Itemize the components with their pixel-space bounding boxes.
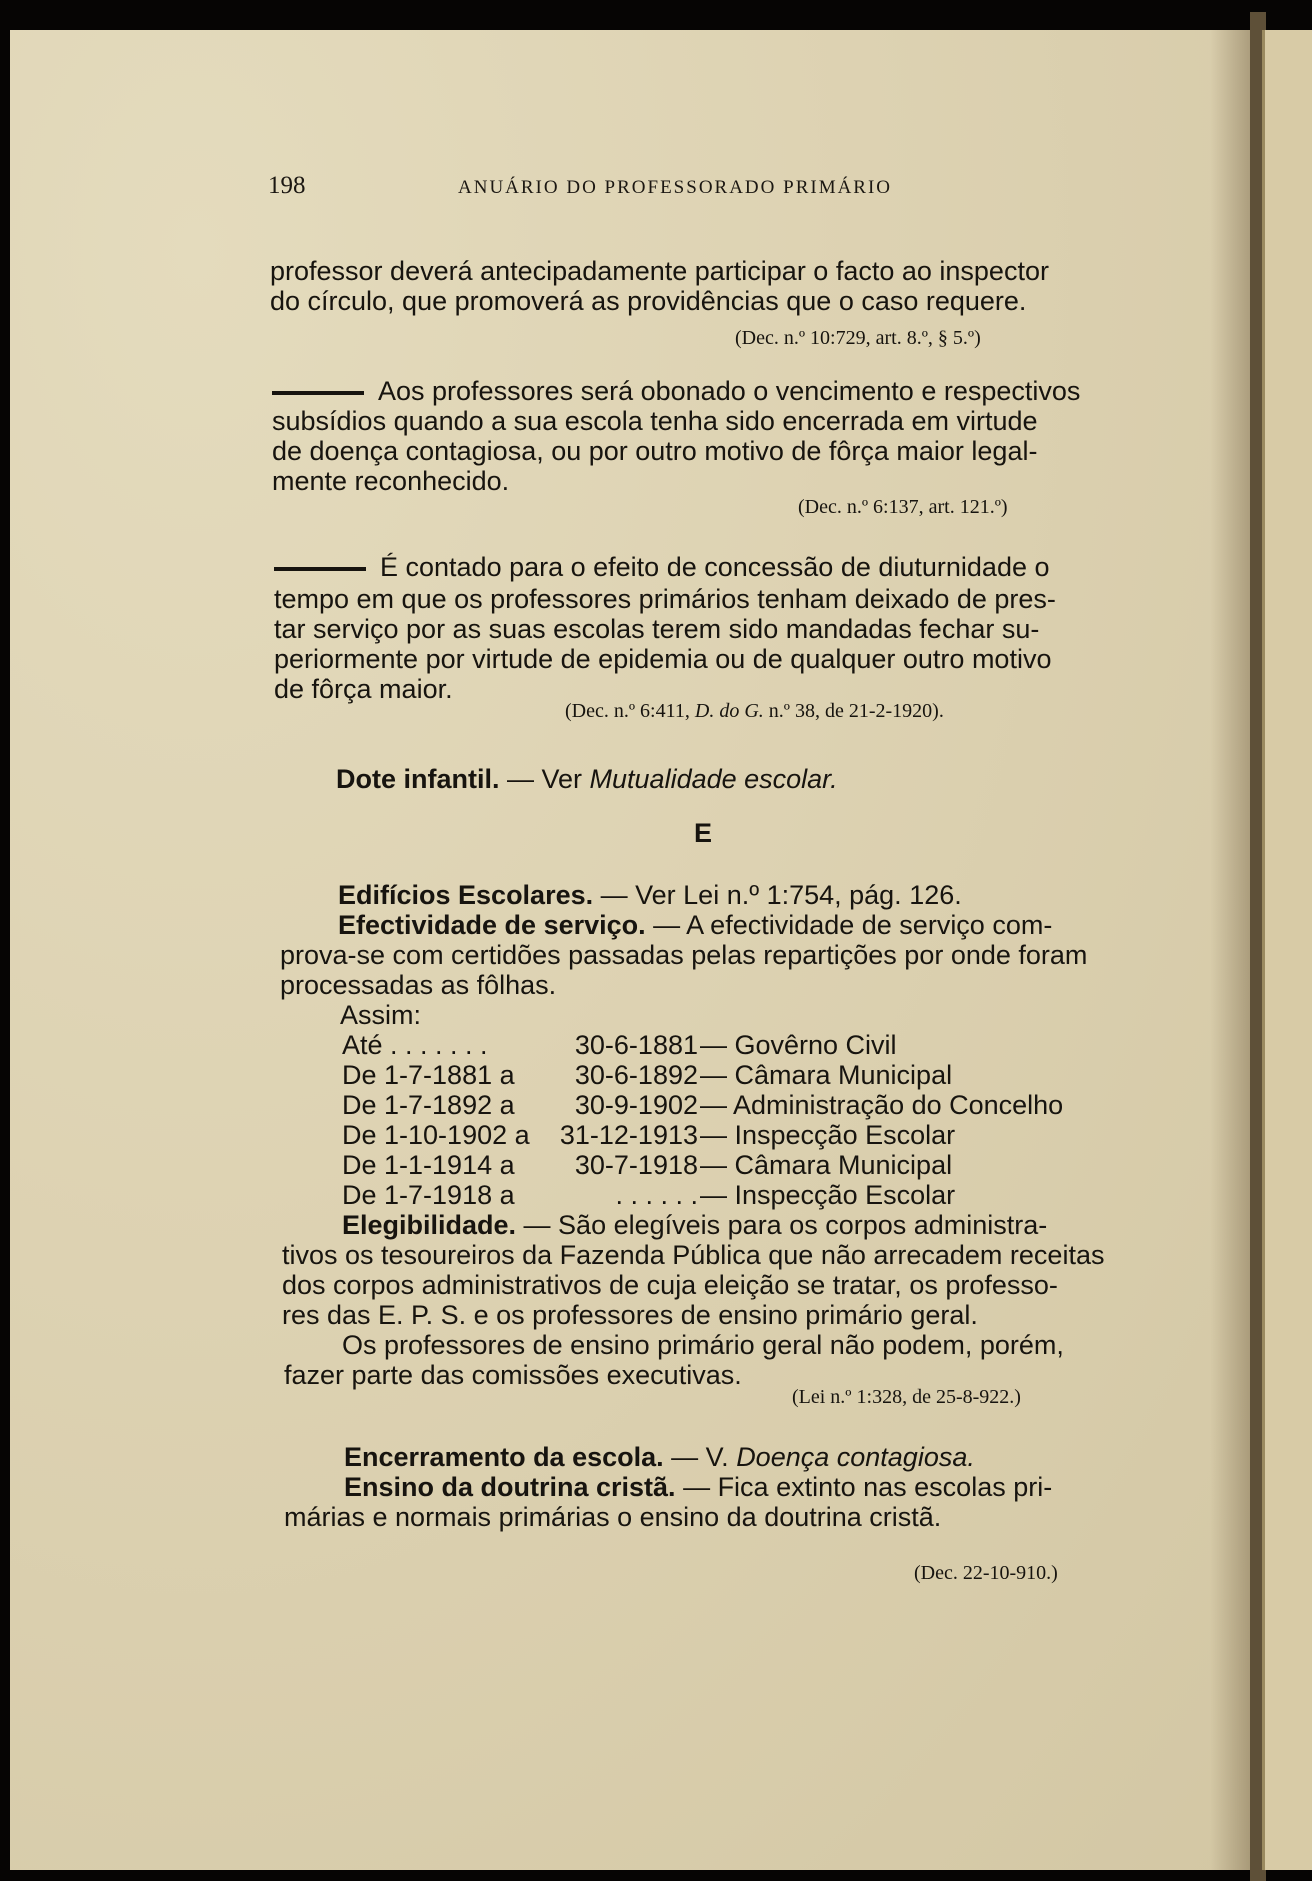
edificios-entry [338, 880, 962, 910]
table-from: De 1-7-1918 a [342, 1180, 515, 1210]
ensino-term: Ensino da doutrina cristã. [344, 1472, 676, 1502]
facing-page [1262, 30, 1312, 1870]
table-to: 30-7-1918 [574, 1150, 698, 1180]
efectividade-line1 [338, 910, 1052, 940]
ensino-line1-rest: — Fica extinto nas escolas pri- [675, 1472, 1053, 1502]
table-row [342, 1060, 952, 1091]
table-from: De 1-10-1902 a [342, 1120, 530, 1150]
efectividade-line1-rest: — A efectividade de serviço com- [645, 910, 1053, 940]
table-to: 30-6-1892 [574, 1060, 698, 1090]
table-row [342, 1090, 1063, 1121]
p3-line5: de fôrça maior. [274, 674, 453, 704]
elegibilidade-line2: tivos os tesoureiros da Fazenda Pública que não arrecadem receitas [282, 1240, 1105, 1270]
dote-term: Dote infantil. [336, 764, 500, 794]
ensino-citation: (Dec. 22-10-910.) [914, 1562, 1058, 1584]
table-from: De 1-7-1881 a [342, 1060, 515, 1090]
p3-citation [565, 700, 944, 723]
p2-citation: (Dec. n.º 6:137, art. 121.º) [798, 496, 1008, 518]
table-entity: — Câmara Municipal [700, 1150, 953, 1180]
elegibilidade-line1-rest: — São elegíveis para os corpos administra- [516, 1210, 1048, 1240]
p1-citation: (Dec. n.º 10:729, art. 8.º, § 5.º) [735, 327, 981, 349]
dote-dash: — Ver [499, 764, 590, 794]
elegibilidade-line3: dos corpos administrativos de cuja eleição se tratar, os professo- [282, 1270, 1058, 1300]
elegibilidade-line1 [342, 1210, 1047, 1240]
efectividade-line3: processadas as fôlhas. [280, 970, 557, 1000]
table-row [342, 1030, 897, 1061]
p2-line1-text: Aos professores será obonado o vencimento e respectivos [378, 376, 1081, 406]
page-header [0, 172, 1250, 202]
p3-line3: tar serviço por as suas escolas terem sido mandadas fechar su- [274, 614, 1040, 644]
p3-line2: tempo em que os professores primários tenham deixado de pres- [274, 584, 1056, 614]
table-from: De 1-7-1892 a [342, 1090, 515, 1120]
table-row [342, 1150, 952, 1181]
p3-line1-text: É contado para o efeito de concessão de diuturnidade o [380, 552, 1050, 582]
table-from: Até . . . . . . . [342, 1030, 488, 1060]
page-gutter-shadow [1210, 30, 1250, 1870]
ensino-line1 [344, 1472, 1052, 1502]
edificios-term: Edifícios Escolares. [338, 880, 594, 910]
table-entity: — Inspecção Escolar [700, 1180, 956, 1210]
p3-line1 [274, 552, 1050, 582]
section-letter: E [694, 818, 713, 848]
p3-cite-a: (Dec. n.º 6:411, [565, 700, 690, 722]
elegibilidade-citation: (Lei n.º 1:328, de 25-8-922.) [792, 1386, 1021, 1408]
encerramento-dash: — V. [663, 1442, 737, 1472]
encerramento-term: Encerramento da escola. [344, 1442, 664, 1472]
p2-line1 [272, 376, 1080, 406]
running-title: ANUÁRIO DO PROFESSORADO PRIMÁRIO [458, 177, 893, 198]
table-to: 31-12-1913 [559, 1120, 698, 1150]
table-row [342, 1180, 955, 1211]
p3-line4: periormente por virtude de epidemia ou de qualquer outro motivo [274, 644, 1052, 674]
table-to: 30-6-1881 [574, 1030, 698, 1060]
p3-cite-b: D. do G. [694, 700, 764, 722]
repeat-dash [272, 391, 364, 395]
p1-line2: do círculo, que promoverá as providências que o caso requere. [270, 286, 1027, 316]
elegibilidade-line6: fazer parte das comissões executivas. [284, 1360, 742, 1390]
table-entity: — Govêrno Civil [700, 1030, 897, 1060]
table-from: De 1-1-1914 a [342, 1150, 515, 1180]
edificios-text: — Ver Lei n.º 1:754, pág. 126. [593, 880, 962, 910]
elegibilidade-line4: res das E. P. S. e os professores de ensino primário geral. [282, 1300, 978, 1330]
p2-line2: subsídios quando a sua escola tenha sido encerrada em virtude [272, 406, 1038, 436]
repeat-dash [274, 567, 366, 571]
table-row [342, 1120, 955, 1151]
encerramento-ref: Doença contagiosa. [736, 1442, 975, 1472]
table-entity: — Administração do Concelho [700, 1090, 1064, 1120]
p3-cite-c: n.º 38, de 21-2-1920). [768, 700, 944, 722]
efectividade-line4: Assim: [340, 1000, 421, 1030]
p2-line3: de doença contagiosa, ou por outro motivo de fôrça maior legal- [272, 436, 1038, 466]
table-entity: — Inspecção Escolar [700, 1120, 956, 1150]
table-to: . . . . . . [615, 1180, 698, 1210]
dote-ref: Mutualidade escolar. [589, 764, 838, 794]
p1-line1: professor deverá antecipadamente participar o facto ao inspector [270, 256, 1049, 286]
efectividade-term: Efectividade de serviço. [338, 910, 646, 940]
table-to: 30-9-1902 [574, 1090, 698, 1120]
elegibilidade-term: Elegibilidade. [342, 1210, 517, 1240]
encerramento-entry [344, 1442, 975, 1472]
p2-line4: mente reconhecido. [272, 466, 510, 496]
elegibilidade-line5: Os professores de ensino primário geral não podem, porém, [342, 1330, 1064, 1360]
dote-entry [336, 764, 838, 794]
table-entity: — Câmara Municipal [700, 1060, 953, 1090]
page-number: 198 [268, 172, 306, 199]
ensino-line2: márias e normais primárias o ensino da doutrina cristã. [284, 1502, 942, 1532]
efectividade-line2: prova-se com certidões passadas pelas repartições por onde foram [280, 940, 1088, 970]
